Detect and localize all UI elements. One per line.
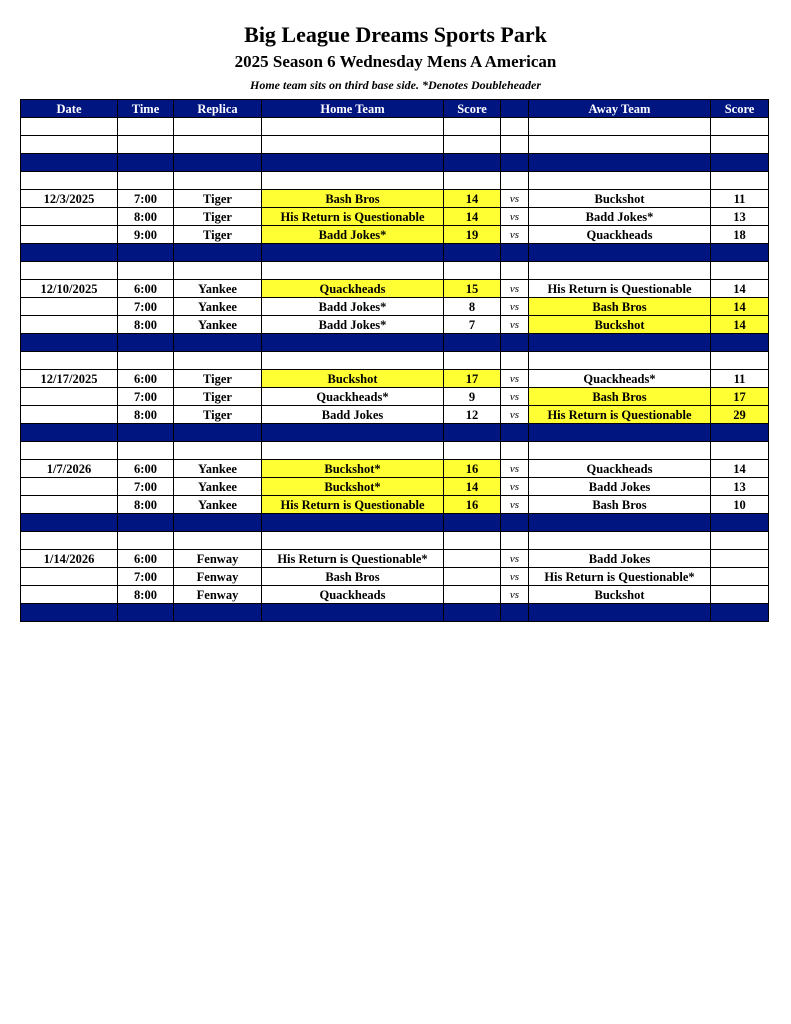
home-score-cell [444,550,501,568]
separator-cell [262,514,444,532]
empty-cell [118,442,174,460]
home-team-cell: His Return is Questionable [262,496,444,514]
home-team-cell: Bash Bros [262,568,444,586]
away-team-cell: His Return is Questionable [529,280,711,298]
separator-cell [501,514,529,532]
empty-cell [501,136,529,154]
col-header-home-score: Score [444,100,501,118]
away-score-cell: 17 [711,388,769,406]
separator-cell [444,154,501,172]
away-score-cell: 14 [711,460,769,478]
empty-cell [118,136,174,154]
time-cell: 8:00 [118,208,174,226]
empty-cell [501,262,529,280]
separator-cell [501,154,529,172]
home-score-cell [444,568,501,586]
empty-cell [262,136,444,154]
home-score-cell: 14 [444,208,501,226]
empty-cell [174,262,262,280]
away-team-cell: Quackheads [529,226,711,244]
home-team-cell: Quackheads [262,280,444,298]
date-cell: 12/3/2025 [21,190,118,208]
empty-cell [501,442,529,460]
empty-cell [444,172,501,190]
col-header-vs [501,100,529,118]
game-row [21,460,769,478]
blank-row [21,352,769,370]
home-score-cell: 17 [444,370,501,388]
home-team-cell: Buckshot [262,370,444,388]
field-cell: Yankee [174,316,262,334]
separator-cell [21,604,118,622]
vs-cell: vs [501,586,529,604]
vs-cell: vs [501,388,529,406]
game-row [21,280,769,298]
col-header-home-team: Home Team [262,100,444,118]
vs-cell: vs [501,280,529,298]
away-score-cell: 11 [711,370,769,388]
week-separator [21,154,769,172]
field-cell: Tiger [174,190,262,208]
home-score-cell: 12 [444,406,501,424]
home-score-cell: 15 [444,280,501,298]
time-cell: 8:00 [118,316,174,334]
game-row [21,208,769,226]
empty-cell [174,118,262,136]
vs-cell: vs [501,406,529,424]
away-score-cell: 14 [711,316,769,334]
col-header-time: Time [118,100,174,118]
separator-cell [529,244,711,262]
separator-cell [118,244,174,262]
separator-cell [174,244,262,262]
time-cell: 8:00 [118,586,174,604]
time-cell: 8:00 [118,496,174,514]
away-score-cell: 11 [711,190,769,208]
home-score-cell [444,586,501,604]
empty-cell [174,352,262,370]
separator-cell [444,424,501,442]
home-team-cell: Buckshot* [262,478,444,496]
empty-cell [711,262,769,280]
separator-cell [174,424,262,442]
col-header-away-team: Away Team [529,100,711,118]
field-cell: Tiger [174,370,262,388]
vs-cell: vs [501,478,529,496]
empty-cell [21,532,118,550]
separator-cell [174,154,262,172]
separator-cell [21,514,118,532]
blank-row [21,136,769,154]
separator-cell [118,334,174,352]
time-cell: 7:00 [118,478,174,496]
away-score-cell [711,550,769,568]
away-team-cell: Buckshot [529,586,711,604]
field-cell: Tiger [174,406,262,424]
empty-cell [174,172,262,190]
field-cell: Fenway [174,568,262,586]
time-cell: 9:00 [118,226,174,244]
separator-cell [262,244,444,262]
date-cell: 12/10/2025 [21,280,118,298]
home-team-cell: Quackheads [262,586,444,604]
separator-cell [262,334,444,352]
col-header-replica: Replica [174,100,262,118]
home-score-cell: 19 [444,226,501,244]
time-cell: 6:00 [118,280,174,298]
separator-cell [501,244,529,262]
home-team-cell: His Return is Questionable [262,208,444,226]
empty-cell [262,352,444,370]
date-cell [21,406,118,424]
separator-cell [711,244,769,262]
time-cell: 6:00 [118,370,174,388]
empty-cell [529,136,711,154]
separator-cell [529,424,711,442]
empty-cell [174,532,262,550]
empty-cell [118,172,174,190]
game-row [21,298,769,316]
home-score-cell: 8 [444,298,501,316]
game-row [21,316,769,334]
home-team-cell: Badd Jokes [262,406,444,424]
page-title: Big League Dreams Sports Park [244,22,547,47]
separator-cell [262,424,444,442]
empty-cell [529,352,711,370]
blank-row [21,118,769,136]
away-score-cell [711,568,769,586]
separator-cell [711,424,769,442]
vs-cell: vs [501,208,529,226]
game-row [21,550,769,568]
schedule-table [20,99,769,622]
separator-cell [444,604,501,622]
empty-cell [21,262,118,280]
separator-cell [529,154,711,172]
field-cell: Yankee [174,460,262,478]
away-team-cell: Buckshot [529,316,711,334]
date-cell [21,568,118,586]
empty-cell [529,532,711,550]
col-header-away-score: Score [711,100,769,118]
vs-cell: vs [501,298,529,316]
separator-cell [711,514,769,532]
separator-cell [529,604,711,622]
separator-cell [711,604,769,622]
empty-cell [262,532,444,550]
empty-cell [529,172,711,190]
separator-cell [21,244,118,262]
empty-cell [529,118,711,136]
week-separator [21,334,769,352]
home-score-cell: 7 [444,316,501,334]
separator-cell [262,154,444,172]
away-score-cell: 14 [711,280,769,298]
home-score-cell: 16 [444,496,501,514]
field-cell: Fenway [174,586,262,604]
date-cell [21,388,118,406]
empty-cell [118,532,174,550]
away-score-cell: 10 [711,496,769,514]
blank-row [21,172,769,190]
date-cell [21,208,118,226]
separator-cell [21,334,118,352]
away-score-cell: 14 [711,298,769,316]
field-cell: Tiger [174,208,262,226]
date-cell [21,316,118,334]
date-cell [21,496,118,514]
away-team-cell: Buckshot [529,190,711,208]
time-cell: 6:00 [118,460,174,478]
week-separator [21,514,769,532]
date-cell [21,478,118,496]
empty-cell [21,136,118,154]
empty-cell [529,262,711,280]
separator-cell [21,424,118,442]
home-score-cell: 16 [444,460,501,478]
separator-cell [444,334,501,352]
separator-cell [501,424,529,442]
empty-cell [21,442,118,460]
separator-cell [444,244,501,262]
away-team-cell: Badd Jokes [529,550,711,568]
away-score-cell [711,586,769,604]
empty-cell [529,442,711,460]
away-score-cell: 18 [711,226,769,244]
empty-cell [501,118,529,136]
date-cell: 12/17/2025 [21,370,118,388]
game-row [21,388,769,406]
away-score-cell: 29 [711,406,769,424]
time-cell: 7:00 [118,190,174,208]
empty-cell [711,172,769,190]
vs-cell: vs [501,496,529,514]
empty-cell [174,442,262,460]
separator-cell [118,514,174,532]
separator-cell [262,604,444,622]
home-team-cell: Buckshot* [262,460,444,478]
field-cell: Fenway [174,550,262,568]
empty-cell [118,262,174,280]
empty-cell [174,136,262,154]
field-cell: Yankee [174,478,262,496]
away-team-cell: Bash Bros [529,496,711,514]
time-cell: 8:00 [118,406,174,424]
empty-cell [711,532,769,550]
separator-cell [501,604,529,622]
separator-cell [118,424,174,442]
col-header-date: Date [21,100,118,118]
date-cell: 1/14/2026 [21,550,118,568]
empty-cell [118,352,174,370]
away-score-cell: 13 [711,478,769,496]
vs-cell: vs [501,370,529,388]
separator-cell [711,334,769,352]
header-row [21,100,769,118]
separator-cell [529,334,711,352]
field-cell: Yankee [174,280,262,298]
time-cell: 6:00 [118,550,174,568]
separator-cell [501,334,529,352]
vs-cell: vs [501,550,529,568]
field-cell: Tiger [174,388,262,406]
empty-cell [262,442,444,460]
separator-cell [174,514,262,532]
away-team-cell: Badd Jokes* [529,208,711,226]
separator-cell [21,154,118,172]
time-cell: 7:00 [118,298,174,316]
game-row [21,568,769,586]
time-cell: 7:00 [118,388,174,406]
empty-cell [711,118,769,136]
separator-cell [174,334,262,352]
home-score-cell: 14 [444,190,501,208]
date-cell [21,586,118,604]
home-team-cell: Badd Jokes* [262,298,444,316]
game-row [21,370,769,388]
field-cell: Yankee [174,496,262,514]
vs-cell: vs [501,226,529,244]
empty-cell [711,352,769,370]
away-team-cell: His Return is Questionable* [529,568,711,586]
schedule-note: Home team sits on third base side. *Denotes Doubleheader [250,78,541,92]
empty-cell [262,262,444,280]
empty-cell [444,262,501,280]
empty-cell [501,352,529,370]
separator-cell [118,604,174,622]
empty-cell [444,136,501,154]
home-team-cell: Badd Jokes* [262,316,444,334]
game-row [21,586,769,604]
game-row [21,226,769,244]
empty-cell [501,532,529,550]
game-row [21,406,769,424]
empty-cell [444,118,501,136]
separator-cell [711,154,769,172]
time-cell: 7:00 [118,568,174,586]
empty-cell [262,172,444,190]
away-team-cell: Quackheads [529,460,711,478]
home-team-cell: His Return is Questionable* [262,550,444,568]
blank-row [21,262,769,280]
schedule-body [21,118,769,622]
field-cell: Tiger [174,226,262,244]
empty-cell [118,118,174,136]
page-subtitle: 2025 Season 6 Wednesday Mens A American [234,52,557,71]
date-cell [21,226,118,244]
week-separator [21,424,769,442]
empty-cell [21,352,118,370]
empty-cell [262,118,444,136]
away-team-cell: Bash Bros [529,298,711,316]
away-team-cell: His Return is Questionable [529,406,711,424]
away-score-cell: 13 [711,208,769,226]
field-cell: Yankee [174,298,262,316]
separator-cell [444,514,501,532]
separator-cell [174,604,262,622]
home-team-cell: Badd Jokes* [262,226,444,244]
home-score-cell: 9 [444,388,501,406]
date-cell [21,298,118,316]
empty-cell [21,118,118,136]
game-row [21,496,769,514]
away-team-cell: Bash Bros [529,388,711,406]
separator-cell [529,514,711,532]
empty-cell [711,136,769,154]
away-team-cell: Quackheads* [529,370,711,388]
empty-cell [21,172,118,190]
week-separator [21,244,769,262]
vs-cell: vs [501,190,529,208]
empty-cell [444,532,501,550]
date-cell: 1/7/2026 [21,460,118,478]
empty-cell [444,352,501,370]
home-team-cell: Quackheads* [262,388,444,406]
vs-cell: vs [501,316,529,334]
blank-row [21,532,769,550]
empty-cell [501,172,529,190]
separator-cell [118,154,174,172]
blank-row [21,442,769,460]
game-row [21,190,769,208]
empty-cell [444,442,501,460]
game-row [21,478,769,496]
home-team-cell: Bash Bros [262,190,444,208]
empty-cell [711,442,769,460]
away-team-cell: Badd Jokes [529,478,711,496]
vs-cell: vs [501,460,529,478]
vs-cell: vs [501,568,529,586]
week-separator [21,604,769,622]
home-score-cell: 14 [444,478,501,496]
